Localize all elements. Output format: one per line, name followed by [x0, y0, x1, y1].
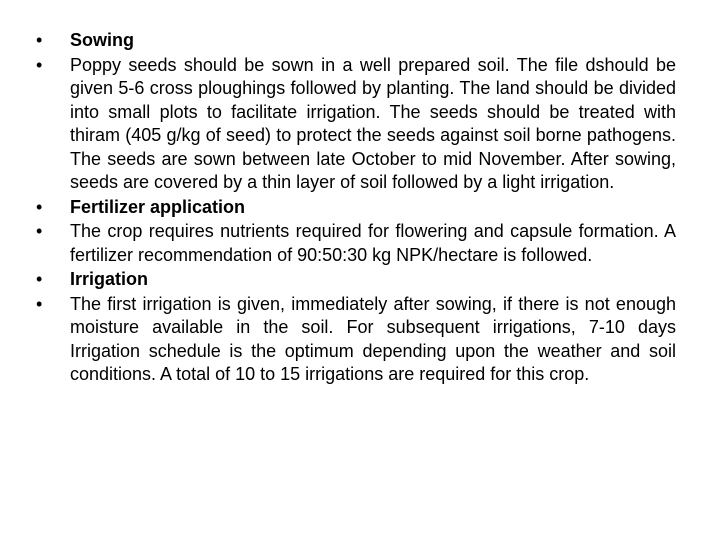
bullet-list [36, 29, 676, 388]
bullet-icon: • [36, 293, 43, 314]
bullet-icon: • [36, 269, 43, 289]
bullet-icon: • [36, 196, 43, 217]
bullet-icon: • [36, 221, 43, 241]
sowing-heading: Sowing [70, 30, 134, 50]
bullet-icon: • [36, 30, 43, 50]
irrigation-paragraph: The first irrigation is given, immediately after sowing, if there is not enough moisture available in the soil. For subsequent irrigations, 7-10 days Irrigation schedule is the optimum depending upon the weather and soil conditions. A total of 10 to 15 irrigations are required for this crop. [70, 293, 676, 384]
bullet-item-irrigation-text [36, 293, 676, 387]
fertilizer-paragraph: The crop requires nutrients required for flowering and capsule formation. A fertilizer recommendation of 90:50:30 kg NPK/hectare is followed. [70, 221, 676, 265]
fertilizer-heading: Fertilizer application [70, 196, 246, 217]
bullet-item-irrigation-heading [36, 268, 676, 292]
sowing-paragraph: Poppy seeds should be sown in a well prepared soil. The file dshould be given 5-6 cross ploughings followed by planting. The land should be divided into small plots to facilitate irrigation. The seeds should be treated with thiram (405 g/kg of seed) to protect the seeds against soil borne pathogens. The seeds are sown between late October to mid November. After sowing, seeds are covered by a thin layer of soil followed by a light irrigation. [70, 54, 676, 192]
irrigation-heading: Irrigation [70, 269, 149, 289]
bullet-item-fertilizer-text [36, 220, 676, 267]
bullet-item-sowing-text [36, 54, 676, 195]
bullet-item-sowing-heading [36, 29, 676, 53]
bullet-item-fertilizer-heading [36, 196, 676, 220]
bullet-icon: • [36, 54, 43, 75]
